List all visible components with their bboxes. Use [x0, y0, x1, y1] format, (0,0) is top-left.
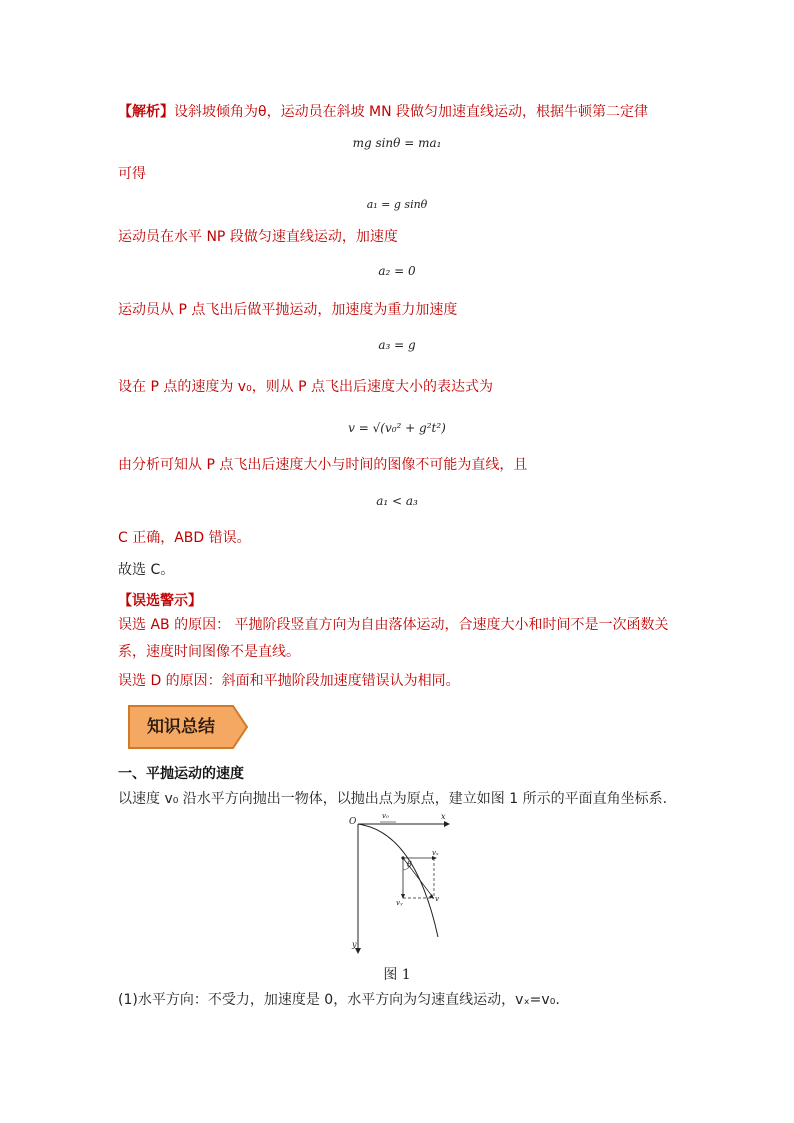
analysis-line-1: 设斜坡倾角为θ，运动员在斜坡 MN 段做匀加速直线运动，根据牛顿第二定律	[174, 104, 649, 120]
warning-line-3: 误选 D 的原因：斜面和平抛阶段加速度错误认为相同。	[118, 673, 460, 689]
warning-line-1: 误选 AB 的原因： 平抛阶段竖直方向为自由落体运动，合速度大小和时间不是一次函数关	[118, 617, 669, 633]
analysis-line-8: 故选 C。	[118, 562, 175, 578]
equation-6: a₁ < a₃	[376, 494, 418, 508]
analysis-line-5: 设在 P 点的速度为 v₀，则从 P 点飞出后速度大小的表达式为	[118, 379, 494, 395]
section-line-1: (1)水平方向：不受力，加速度是 0，水平方向为匀速直线运动，vₓ=v₀.	[118, 992, 560, 1008]
figure-label-origin: O	[349, 817, 357, 827]
equation-4: a₃ = g	[378, 338, 416, 352]
equation-5: v = √(v₀² + g²t²)	[348, 421, 446, 435]
figure-caption: 图 1	[383, 967, 411, 983]
equation-1: mg sinθ = ma₁	[352, 136, 442, 150]
figure-label-x: x	[441, 812, 446, 821]
knowledge-summary-banner	[127, 704, 249, 750]
figure-label-theta: θ	[407, 860, 412, 869]
analysis-line-2: 可得	[118, 166, 146, 182]
figure-label-vx: vₓ	[432, 849, 439, 857]
analysis-heading: 【解析】	[118, 104, 174, 120]
figure-label-v: v	[435, 895, 439, 903]
projectile-svg	[340, 812, 460, 957]
figure-label-v0: v₀	[382, 812, 389, 820]
figure-label-vy: vᵧ	[396, 899, 403, 907]
section-intro: 以速度 v₀ 沿水平方向抛出一物体，以抛出点为原点，建立如图 1 所示的平面直角坐标系.	[118, 791, 668, 807]
analysis-paragraph	[118, 102, 648, 122]
banner-label: 知识总结	[147, 717, 215, 737]
figure-label-y: y	[352, 940, 357, 949]
section-title: 一、平抛运动的速度	[118, 766, 244, 782]
warning-line-2: 系，速度时间图像不是直线。	[118, 644, 300, 660]
analysis-line-4: 运动员从 P 点飞出后做平抛运动，加速度为重力加速度	[118, 302, 458, 318]
warning-heading: 【误选警示】	[118, 593, 202, 609]
analysis-line-7: C 正确，ABD 错误。	[118, 530, 251, 546]
equation-3: a₂ = 0	[378, 264, 416, 278]
analysis-line-3: 运动员在水平 NP 段做匀速直线运动，加速度	[118, 229, 398, 245]
figure-projectile-diagram	[340, 812, 460, 957]
equation-2: a₁ = g sinθ	[366, 198, 428, 211]
analysis-line-6: 由分析可知从 P 点飞出后速度大小与时间的图像不可能为直线，且	[118, 457, 528, 473]
